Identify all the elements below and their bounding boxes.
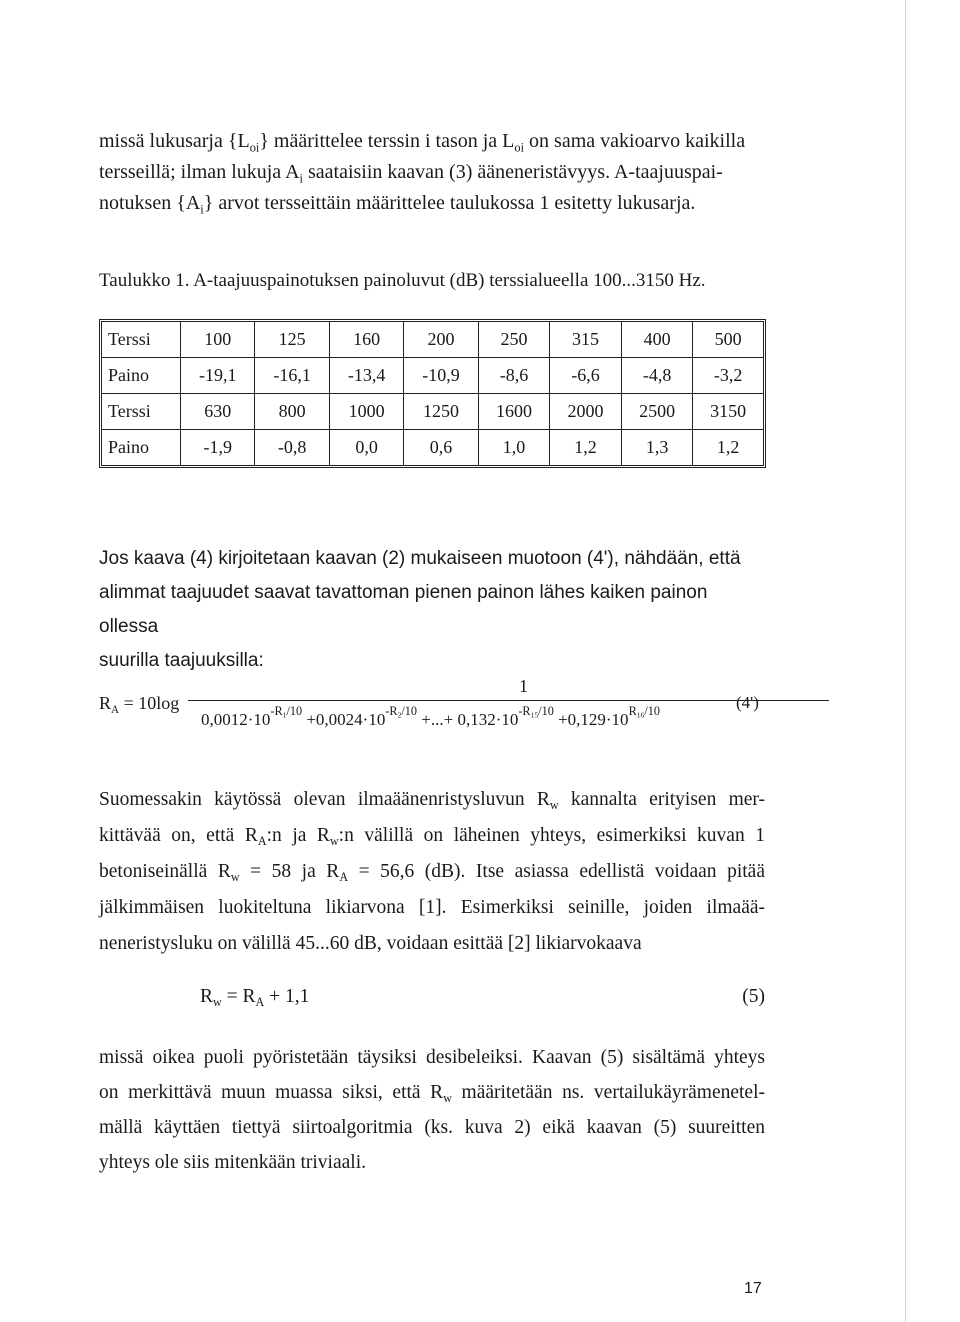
table-cell: 1250 [404, 394, 478, 430]
table-row-label: Paino [102, 430, 181, 465]
formula-denominator: $0,0012\cdot 10^{-R_1/10} +0,0024\cdot 10^{-R_2/10}$ +...+ $0,132\cdot 10^{-R_{15}/10} +0,129\cdot 10^{R_{16}/10}$ [201, 704, 660, 729]
table-cell: 1600 [479, 394, 551, 430]
table-cell: 160 [330, 322, 404, 358]
table-cell: 3150 [693, 394, 763, 430]
table-row-label: Paino [102, 358, 181, 394]
table-cell: -3,2 [693, 358, 763, 394]
table-cell: 2500 [622, 394, 694, 430]
table-cell: -16,1 [255, 358, 329, 394]
table-row-label: Terssi [102, 394, 181, 430]
table-cell: -8,6 [479, 358, 551, 394]
table-cell: 630 [181, 394, 255, 430]
table-cell: -19,1 [181, 358, 255, 394]
weighting-table [99, 319, 766, 468]
table-cell: -13,4 [330, 358, 404, 394]
table-cell: -10,9 [404, 358, 478, 394]
page-edge-line [905, 0, 906, 1322]
paragraph-formula-intro: Jos kaava (4) kirjoitetaan kaavan (2) mukaiseen muotoon (4'), nähdään, että alimmat taajuudet saavat tavattoman pienen painon lähes kaiken painon ollessa suurilla taajuuksilla: [99, 548, 741, 671]
table-cell: 1,0 [479, 430, 551, 465]
table-cell: 800 [255, 394, 329, 430]
table-cell: -1,9 [181, 430, 255, 465]
table-cell: 0,0 [330, 430, 404, 465]
table-cell: 1,2 [550, 430, 622, 465]
fraction-bar [188, 700, 829, 701]
equation-5 [99, 982, 765, 1022]
paragraph-rw-ra: Suomessakin käytössä olevan ilmaäänenristysluvun $R_w$ kannalta erityisen mer- kittävää on, että $R_A:n$ ja $R_w:n$ välillä on läheinen yhteys, esimerkiksi kuvan 1 betoniseinällä $R_w = 58$ ja $R_A = 56,6$ (dB). Itse asiassa edellistä voidaan pitää jälkimmäisen luokiteltuna likiarvona [1]. Esimerkiksi seinille, joiden ilmaää- neneristysluku on välillä 45...60 dB, voidaan esittää [2] likiarvokaava [99, 789, 765, 954]
table-cell: 400 [622, 322, 694, 358]
table-cell: 2000 [550, 394, 622, 430]
table-cell: 500 [693, 322, 763, 358]
table-cell: 250 [479, 322, 551, 358]
table-cell: -4,8 [622, 358, 694, 394]
formula-4-prime [99, 676, 765, 736]
formula-numerator: 1 [519, 676, 528, 696]
equation-5-tag: (5) [742, 986, 765, 1007]
table-row [102, 394, 763, 430]
formula-tag: (4') [736, 693, 759, 712]
table-cell: 200 [404, 322, 478, 358]
table-cell: 1,3 [622, 430, 694, 465]
page-number: 17 [744, 1280, 762, 1297]
intro-paragraph: missä lukusarja $\{L_{oi}\}$ määrittelee terssin i tason ja $L_{oi}$ on sama vakioarvo kaikilla tersseillä; ilman lukuja $A_i$ saataisiin kaavan (3) ääneneristävyys. A-taajuuspai- notuksen $\{A_i\}$ arvot tersseittäin määrittelee taulukossa 1 esitetty lukusarja. [99, 130, 746, 217]
table-cell: 0,6 [404, 430, 478, 465]
formula-lhs: $R_A = 10\log$ [99, 693, 180, 716]
paragraph-conclusion: missä oikea puoli pyöristetään täysiksi desibeleiksi. Kaavan (5) sisältämä yhteys on merkittävä muun muassa siksi, että $R_w$ määritetään ns. vertailukäyrämenetel- mällä käyttäen tiettyä siirtoalgoritmia (ks. kuva 2) eikä kaavan (5) suureitten yhteys ole siis mitenkään triviaali. [99, 1047, 765, 1173]
table-row [102, 322, 763, 358]
table-cell: 125 [255, 322, 329, 358]
equation-5-body: $R_w = R_A + 1,1$ [200, 986, 310, 1010]
table-row-label: Terssi [102, 322, 181, 358]
table-caption: Taulukko 1. A-taajuuspainotuksen painoluvut (dB) terssialueella 100...3150 Hz. [99, 270, 706, 291]
table-cell: 1,2 [716, 437, 740, 457]
table-row [102, 430, 763, 465]
table-cell: -0,8 [255, 430, 329, 465]
table-cell: 100 [181, 322, 255, 358]
table-cell: -6,6 [550, 358, 622, 394]
table-cell: 315 [550, 322, 622, 358]
table-row [102, 358, 763, 394]
table-cell: 1000 [330, 394, 404, 430]
